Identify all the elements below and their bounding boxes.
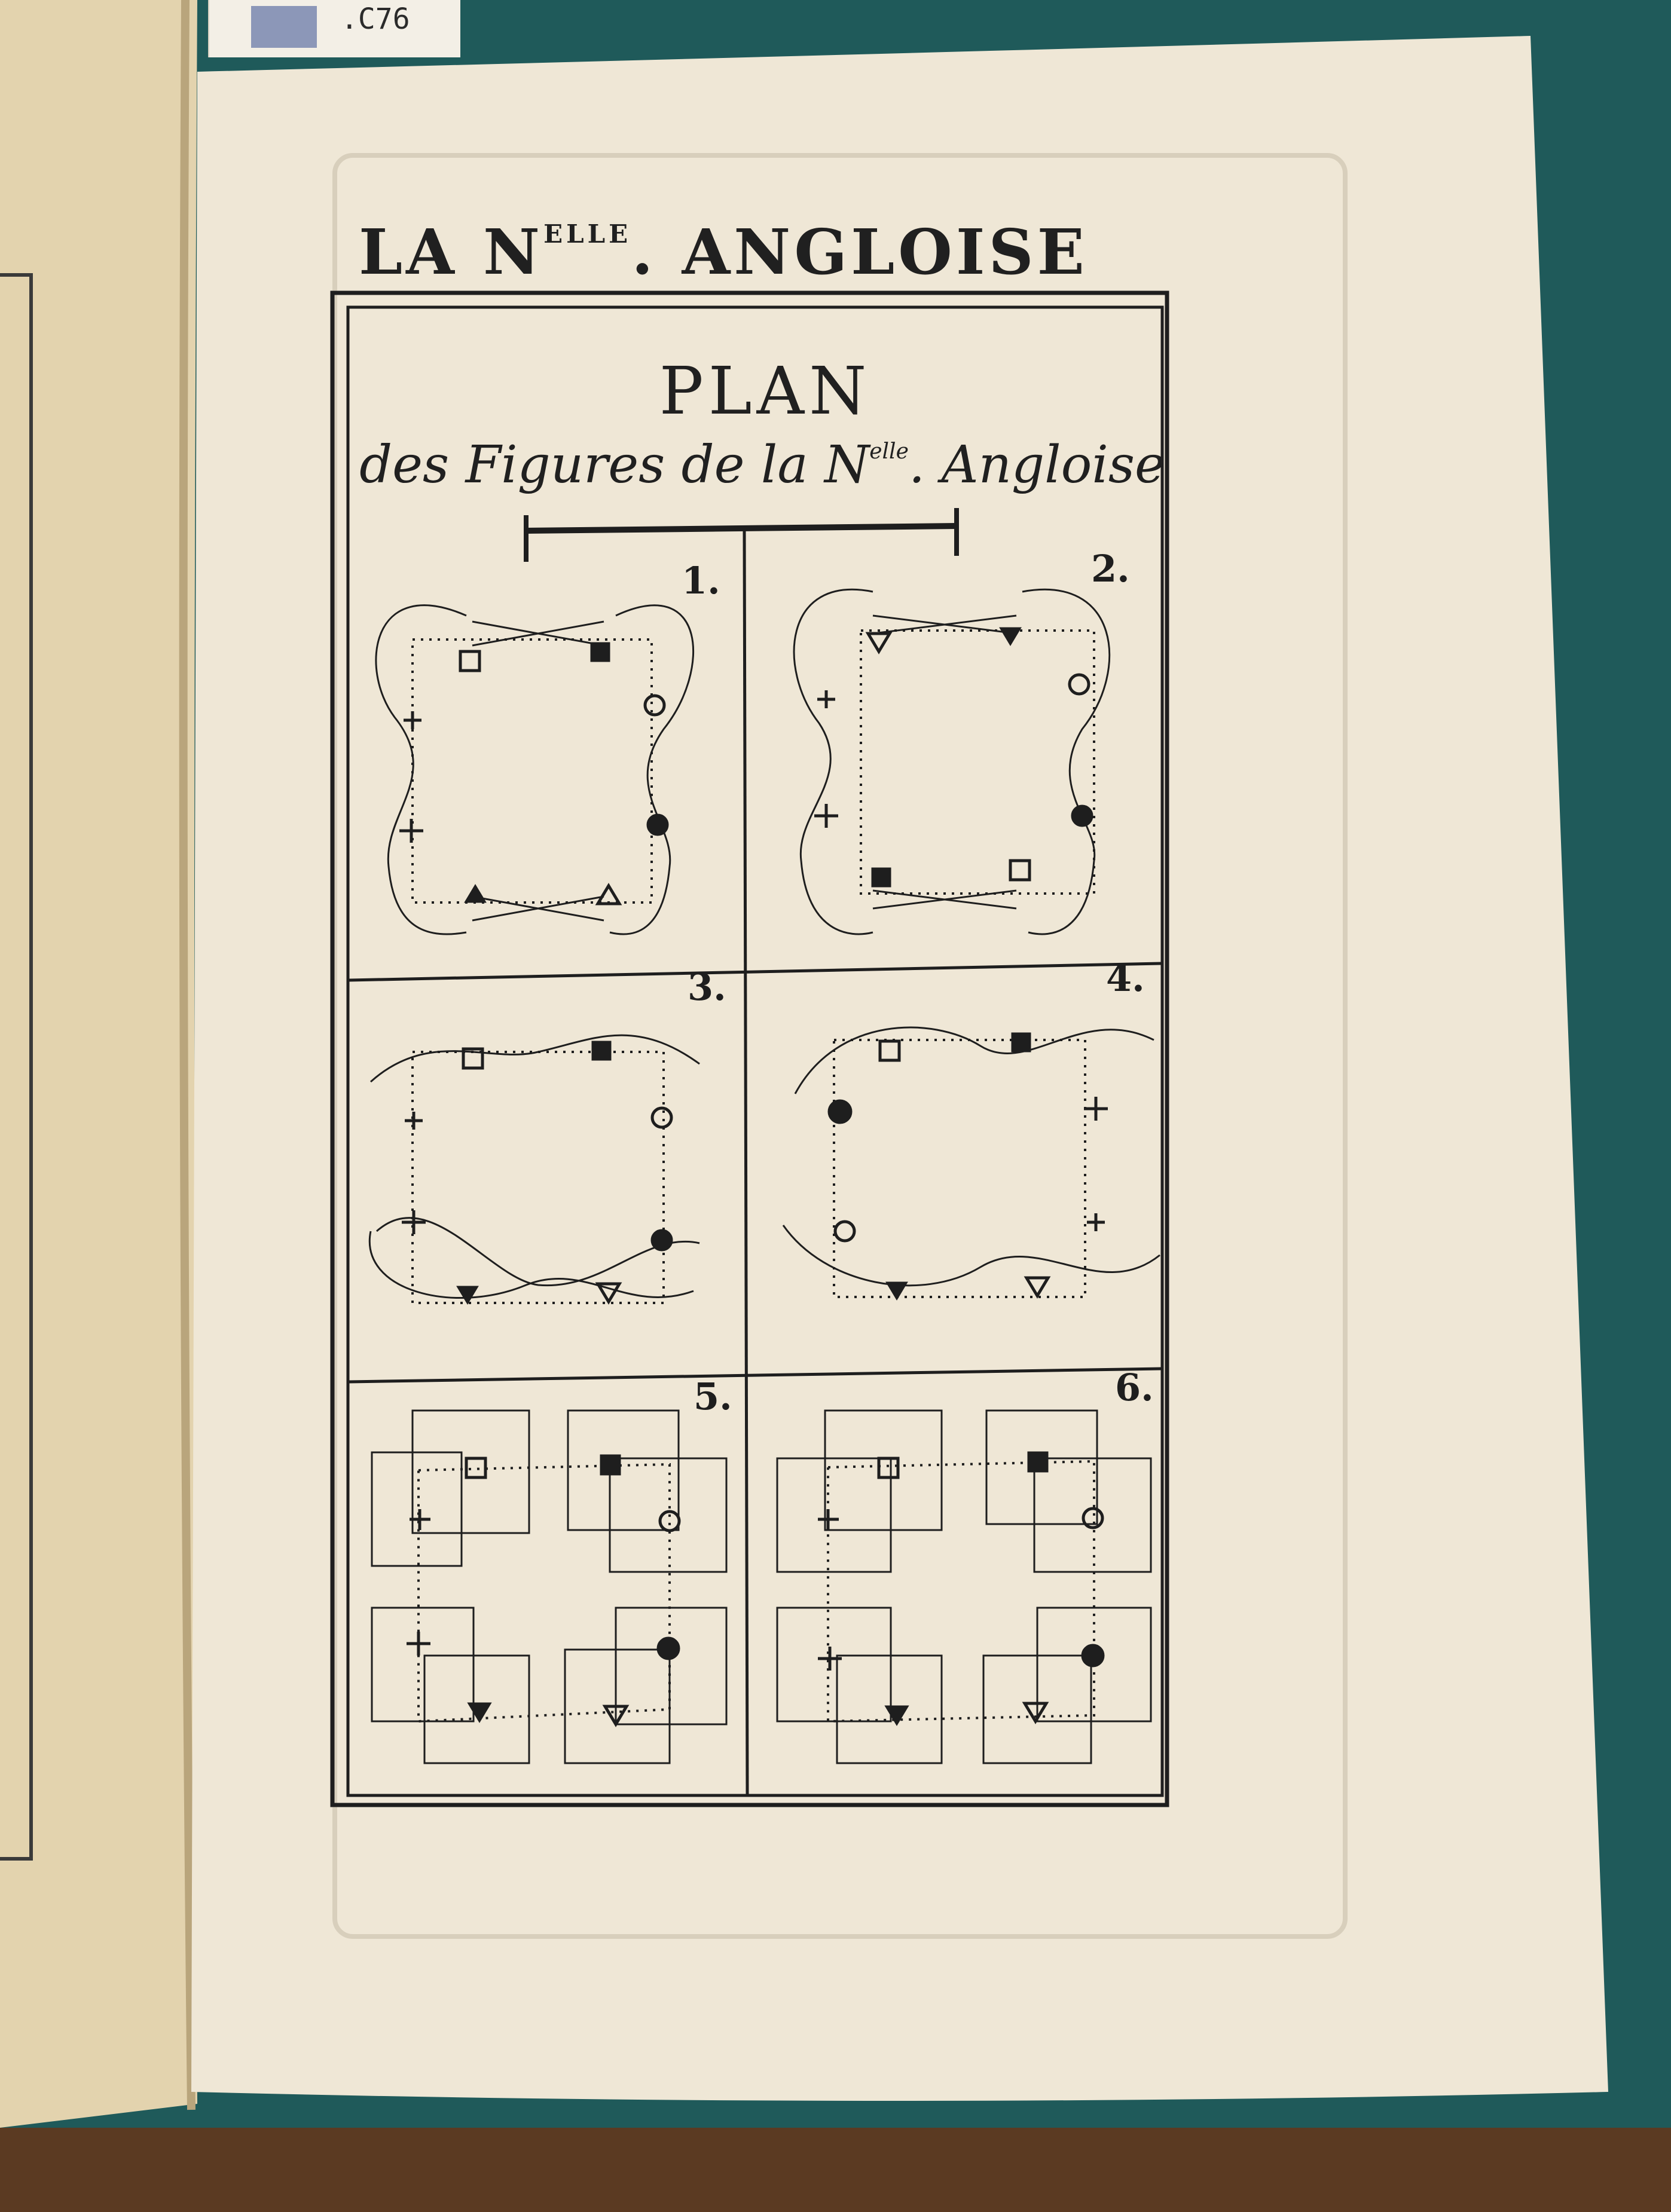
figure-number-2: 2. (1091, 547, 1130, 591)
plate-title: PLAN (659, 353, 872, 429)
running-head-main: LA N (359, 215, 544, 289)
table-edge (0, 2128, 1671, 2212)
figure-number-6: 6. (1115, 1366, 1154, 1409)
plate-subtitle-superscript: elle (869, 439, 909, 464)
figure-number-1: 1. (682, 559, 720, 602)
right-page (191, 36, 1608, 2101)
running-head-tail: . ANGLOISE (631, 215, 1088, 289)
figure-number-4: 4. (1106, 956, 1145, 1000)
plate-subtitle (350, 435, 1175, 495)
running-head-superscript: ELLE (543, 219, 632, 249)
shelf-mark-line-2: .C76 (341, 2, 410, 36)
figure-number-3: 3. (688, 965, 726, 1009)
library-stamp (251, 6, 317, 48)
figure-number-5: 5. (694, 1375, 732, 1418)
running-head (359, 215, 1088, 289)
plate-subtitle-main: des Figures de la N (359, 435, 870, 495)
library-shelf-label (208, 0, 460, 57)
plate-subtitle-tail: . Angloise (908, 435, 1165, 495)
